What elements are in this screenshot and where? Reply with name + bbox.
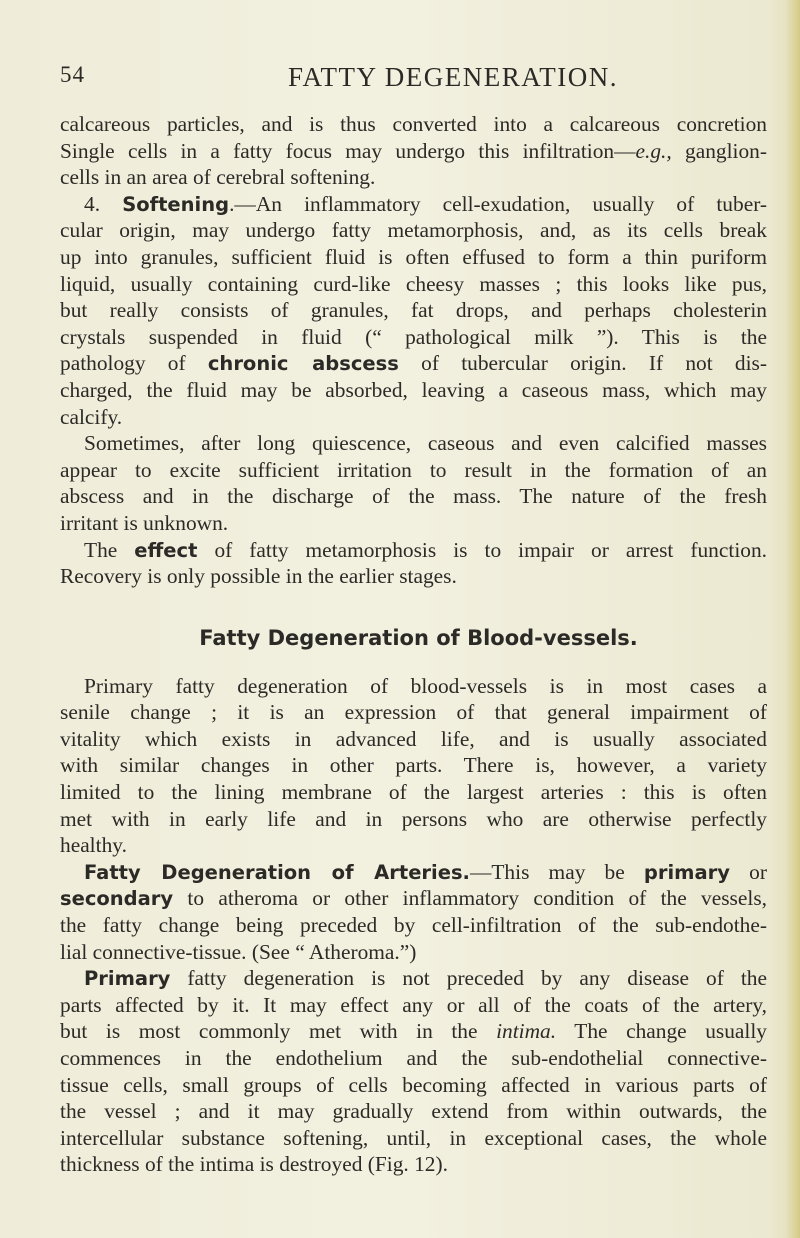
term-effect: effect [134,538,198,562]
term-secondary: secondary [60,887,174,911]
text-line: Primary fatty degeneration is not preceded by any disease of the [84,966,767,991]
text-line: crystals suspended in fluid (“ pathological milk ”). This is the [60,324,767,349]
text-line: up into granules, sufficient fluid is often effused to form a thin puriform [60,244,767,269]
text-line: cells in an area of cerebral softening. [60,165,376,190]
text-line: senile change ; it is an expression of that general impairment of [60,700,767,725]
body-text [60,111,767,1178]
text-line: Primary fatty degeneration of blood-vessels is in most cases a [84,673,767,698]
text-line: healthy. [60,833,127,858]
text-line: the fatty change being preceded by cell-infiltration of the sub-endothe- [60,913,767,938]
text-line: calcareous particles, and is thus converted into a calcareous concretion [60,112,767,136]
text-line: met with in early life and in persons who are otherwise perfectly [60,806,767,831]
text-line: irritant is unknown. [60,510,229,535]
text-line: charged, the fluid may be absorbed, leaving a caseous mass, which may [60,377,767,402]
text-line: The effect of fatty metamorphosis is to impair or arrest function. [84,537,768,562]
text-line: parts affected by it. It may effect any or all of the coats of the artery, [60,992,767,1017]
text-line: liquid, usually containing curd-like cheesy masses ; this looks like pus, [60,271,767,296]
spacer [60,590,767,624]
text-line: tissue cells, small groups of cells becoming affected in various parts of [60,1072,767,1097]
text-line: Single cells in a fatty focus may undergo this infiltration—e.g., ganglion- [60,138,767,163]
page-edge-shadow [786,0,800,1238]
text-line: intercellular substance softening, until, in exceptional cases, the whole [60,1125,767,1150]
running-head [60,62,760,98]
text-line: but is most commonly met with in the intima. The change usually [60,1019,767,1044]
text-line: Sometimes, after long quiescence, caseous and even calcified masses [84,431,767,456]
term-chronic-abscess: chronic abscess [207,352,399,376]
term-primary: primary [643,860,730,884]
text-line: abscess and in the discharge of the mass. The nature of the fresh [60,484,767,509]
header-title: FATTY DEGENERATION. [288,62,618,92]
term-fatty-degeneration-arteries: Fatty Degeneration of Arteries. [84,860,470,884]
text-line: with similar changes in other parts. There is, however, a variety [60,753,767,778]
page-number: 54 [60,62,85,87]
text-line: secondary to atheroma or other inflammatory condition of the vessels, [60,886,767,911]
text-line: Fatty Degeneration of Arteries.—This may be primary or [84,859,767,884]
text-line: the vessel ; and it may gradually extend from within outwards, the [60,1099,767,1124]
text-line: pathology of chronic abscess of tubercular origin. If not dis- [60,351,767,376]
text-line: thickness of the intima is destroyed (Fig. 12). [60,1152,448,1177]
text-line: commences in the endothelium and the sub-endothelial connective- [60,1046,767,1070]
text-line: appear to excite sufficient irritation to result in the formation of an [60,457,767,482]
text-line: vitality which exists in advanced life, and is usually associated [60,726,767,751]
text-line: calcify. [60,404,123,429]
spacer [60,652,767,673]
term-softening: Softening [122,192,230,216]
section-heading: Fatty Degeneration of Blood-vessels. [199,625,638,650]
term-primary-heading: Primary [84,967,171,991]
text-line: 4. Softening.—An inflammatory cell-exudation, usually of tuber- [84,191,768,216]
text-line: Recovery is only possible in the earlier stages. [60,564,457,589]
text-line: cular origin, may undergo fatty metamorphosis, and, as its cells break [60,218,767,243]
text-line: but really consists of granules, fat drops, and perhaps cholesterin [60,298,767,323]
text-line: limited to the lining membrane of the largest arteries : this is often [60,780,767,805]
text-line: lial connective-tissue. (See “ Atheroma.”) [60,939,417,964]
